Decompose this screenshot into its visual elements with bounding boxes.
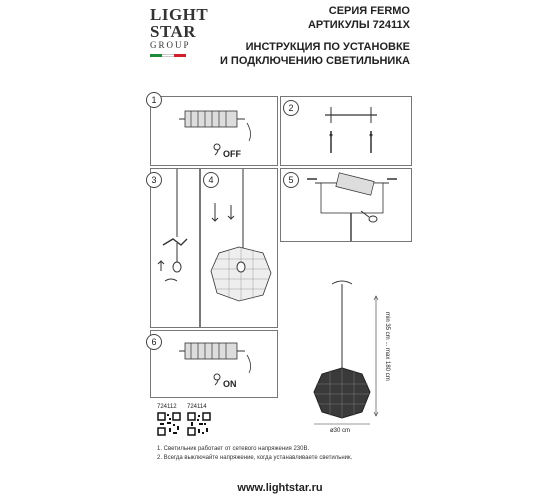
articles-code: АРТИКУЛЫ 72411X <box>307 19 410 31</box>
note-2: 2. Всегда выключайте напряжение, когда устанавливаете светильник. <box>157 455 353 461</box>
logo-line-group: GROUP <box>150 40 191 50</box>
qr-code-icon <box>157 412 181 436</box>
article-label-1: 724112 <box>157 404 177 410</box>
on-label: ON <box>223 379 237 389</box>
logo-line-star: STAR <box>150 22 197 41</box>
step-3-panel <box>150 168 200 328</box>
note-1: 1. Светильник работает от сетевого напряжения 230В. <box>157 446 310 452</box>
off-label: OFF <box>223 149 241 159</box>
italy-flag-icon <box>150 54 186 57</box>
mounting-bar-illustration <box>281 97 411 165</box>
qr-code-icon <box>187 412 211 436</box>
step-5-panel <box>280 168 412 242</box>
step-6-panel <box>150 330 278 398</box>
title-line-2: И ПОДКЛЮЧЕНИЮ СВЕТИЛЬНИКА <box>219 55 410 67</box>
hanging-lamp-illustration <box>280 240 410 442</box>
logo-line-light: LIGHT <box>150 5 209 24</box>
step-3-number: 3 <box>146 172 162 188</box>
height-dimension-label: min 35 cm ... max 180 cm <box>384 312 390 381</box>
step-2-number: 2 <box>283 100 299 116</box>
terminal-on-illustration <box>151 331 277 397</box>
step-1-number: 1 <box>146 92 162 108</box>
step-2-panel <box>280 96 412 166</box>
title-line-1: ИНСТРУКЦИЯ ПО УСТАНОВКЕ <box>245 41 410 53</box>
article-label-2: 724114 <box>187 404 207 410</box>
cable-hook-illustration <box>151 169 199 327</box>
series-header <box>308 4 410 32</box>
step-6-number: 6 <box>146 334 162 350</box>
terminal-off-illustration <box>151 97 277 165</box>
website-link[interactable]: www.lightstar.ru <box>237 482 323 494</box>
final-lamp-figure <box>280 240 410 442</box>
brand-logo <box>150 5 209 50</box>
ceiling-mount-illustration <box>281 169 411 241</box>
step-4-number: 4 <box>203 172 219 188</box>
step-5-number: 5 <box>283 172 299 188</box>
page-title <box>220 40 410 68</box>
series-name: СЕРИЯ FERMO <box>328 5 410 17</box>
step-1-panel <box>150 96 278 166</box>
shade-assembly-illustration <box>201 169 277 327</box>
diameter-label: ø30 cm <box>330 428 351 434</box>
step-4-panel <box>200 168 278 328</box>
